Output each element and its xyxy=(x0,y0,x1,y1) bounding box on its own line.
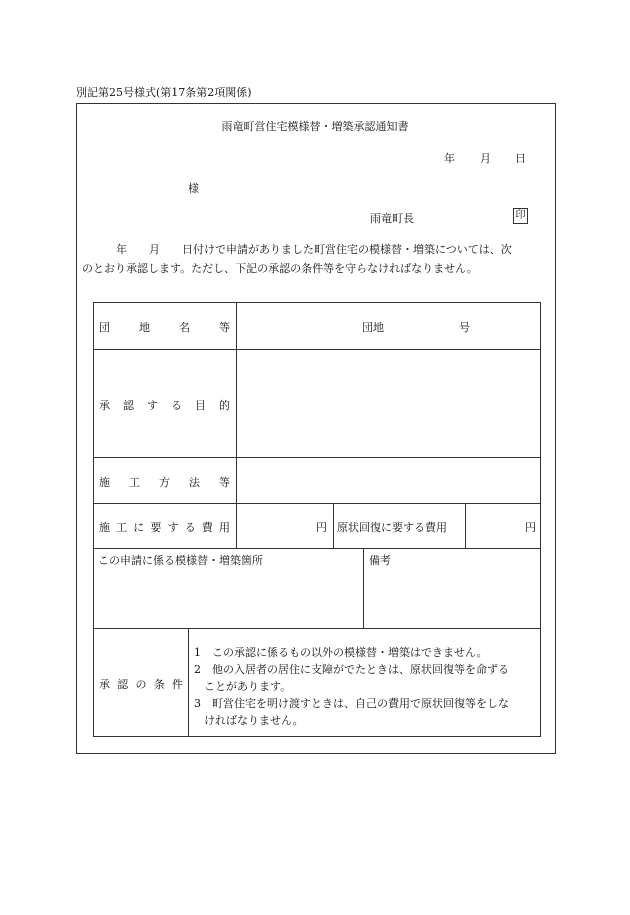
table-line-left xyxy=(93,302,94,737)
table-line-bottom xyxy=(93,736,541,737)
label-location: この申請に係る模様替・増築箇所 xyxy=(98,554,263,567)
table-line-5 xyxy=(93,628,541,629)
date-day: 日 xyxy=(515,152,526,165)
table-line-cost-divider-2 xyxy=(465,503,466,549)
danchi-value-suffix: 号 xyxy=(459,321,470,334)
table-line-right xyxy=(540,302,541,737)
table-line-top xyxy=(93,302,541,303)
form-id: 別記第25号様式(第17条第2項関係) xyxy=(76,86,252,99)
condition-2: 2 他の入居者の居住に支障がでたときは、原状回復等を命ずる xyxy=(194,663,509,676)
condition-1: 1 この承認に係るもの以外の模様替・増築はできません。 xyxy=(194,646,488,659)
table-line-4 xyxy=(93,548,541,549)
cost-unit: 円 xyxy=(316,521,327,534)
label-remarks: 備考 xyxy=(369,554,391,567)
conditions-list xyxy=(194,644,540,729)
table-line-2 xyxy=(93,457,541,458)
restore-cost-unit: 円 xyxy=(525,521,536,534)
intro-line-2: のとおり承認します。ただし、下記の承認の条件等を守らなければなりません。 xyxy=(82,262,478,275)
addressee-suffix: 様 xyxy=(188,182,199,195)
table-line-conditions-divider xyxy=(188,628,189,737)
document-title: 雨竜町営住宅模様替・増築承認通知書 xyxy=(221,120,409,133)
intro-line-1: 年 月 日付けで申請がありました町営住宅の模様替・増築については、次 xyxy=(116,243,512,256)
seal-mark: 印 xyxy=(513,208,528,224)
table-line-cost-divider-1 xyxy=(333,503,334,549)
danchi-value-prefix: 団地 xyxy=(362,321,384,334)
label-cost: 施 工 に 要 す る 費 用 xyxy=(99,521,230,534)
label-purpose: 承 認 す る 目 的 xyxy=(99,399,230,412)
label-danchi: 団 地 名 等 xyxy=(99,321,230,334)
condition-3: 3 町営住宅を明け渡すときは、自己の費用で原状回復等をしな xyxy=(194,697,509,710)
table-line-remarks-divider xyxy=(363,548,364,629)
intro-paragraph xyxy=(82,240,550,278)
date-month: 月 xyxy=(480,152,491,165)
label-method: 施 工 方 法 等 xyxy=(99,476,230,489)
condition-2-cont: ことがあります。 xyxy=(204,680,292,693)
table-line-3 xyxy=(93,503,541,504)
table-line-1 xyxy=(93,349,541,350)
label-conditions: 承 認 の 条 件 xyxy=(99,678,183,691)
date-year: 年 xyxy=(444,152,455,165)
issuer: 雨竜町長 xyxy=(370,212,414,225)
condition-3-cont: ければなりません。 xyxy=(204,714,304,727)
restore-cost-label: 原状回復に要する費用 xyxy=(337,521,447,534)
table-line-label-divider xyxy=(236,302,237,549)
